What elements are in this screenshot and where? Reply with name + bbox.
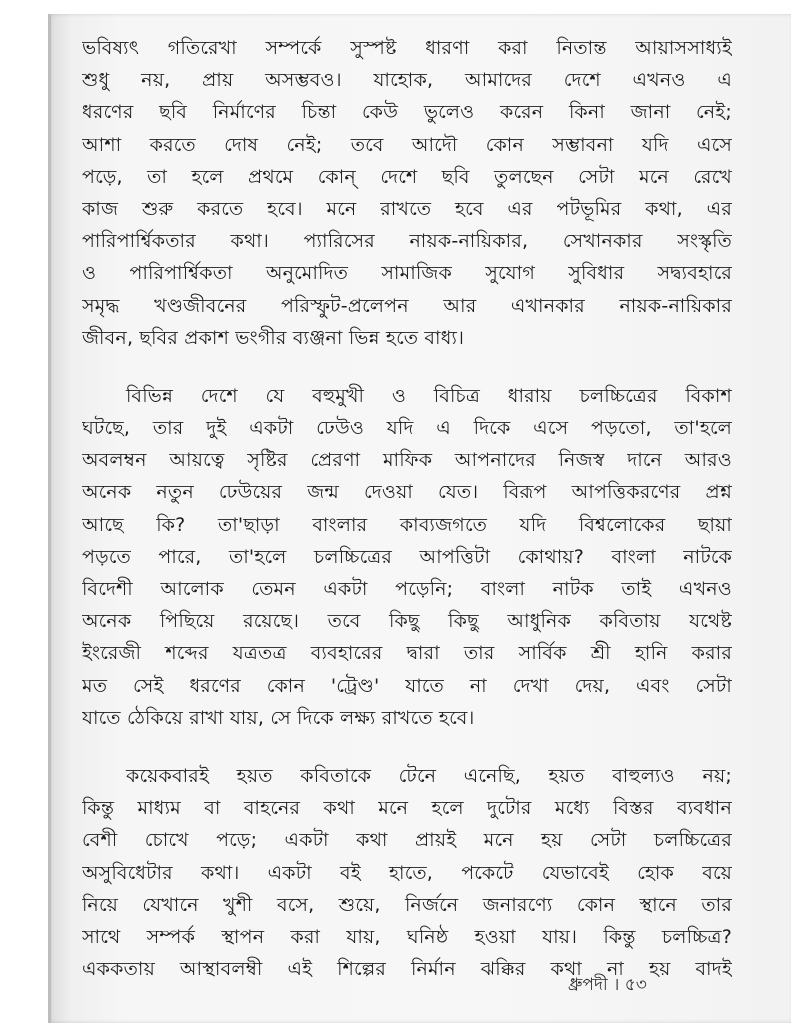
page-spine-shadow xyxy=(48,14,51,1023)
text-line: কিন্তু মাধ্যম বা বাহনের কথা মনে হলে দুটোর মধ্যে বিস্তর ব্যবধান xyxy=(82,797,732,820)
paragraph-3 xyxy=(82,760,732,985)
text-line: পড়তে পারে, তা'হলে চলচ্চিত্রের আপত্তিটা কোথায়? বাংলা নাটকে xyxy=(82,545,732,568)
footer-separator: । xyxy=(613,975,620,995)
text-line: বিভিন্ন দেশে যে বহুমুখী ও বিচিত্র ধারায় চলচ্চিত্রের বিকাশ xyxy=(126,384,732,407)
text-line: বেশী চোখে পড়ে; একটা কথা প্রায়ই মনে হয় সেটা চলচ্চিত্রের xyxy=(82,829,732,852)
journal-name: ধ্রুপদী xyxy=(568,975,608,995)
body-text xyxy=(82,32,732,985)
text-line: ধরণের ছবি নির্মাণের চিন্তা কেউ ভুলেও করেন কিনা জানা নেই; xyxy=(82,101,732,124)
text-line: অসুবিধেটার কথা। একটা বই হাতে, পকেটে যেভাবেই হোক বয়ে xyxy=(82,861,732,884)
text-line: আশা করতে দোষ নেই; তবে আদৌ কোন সম্ভাবনা যদি এসে xyxy=(82,133,732,156)
text-line: পারিপার্শ্বিকতার কথা। প্যারিসের নায়ক-নায়িকার, সেখানকার সংস্কৃতি xyxy=(82,230,732,253)
text-line: অনেক পিছিয়ে রয়েছে। তবে কিছু কিছু আধুনিক কবিতায় যথেষ্ট xyxy=(82,610,732,633)
text-line: অবলম্বন আয়ত্বে সৃষ্টির প্রেরণা মাফিক আপনাদের নিজস্ব দানে আরও xyxy=(82,449,732,472)
text-line: কাজ শুরু করতে হবে। মনে রাখতে হবে এর পটভূমির কথা, এর xyxy=(82,197,732,220)
text-line: আছে কি? তা'ছাড়া বাংলার কাব্যজগতে যদি বিশ্বলোকের ছায়া xyxy=(82,513,732,536)
text-line: সমৃদ্ধ খণ্ডজীবনের পরিস্ফুট-প্রলেপন আর এখানকার নায়ক-নায়িকার xyxy=(82,294,732,317)
page-number: ৫৩ xyxy=(624,975,647,995)
text-line: কয়েকবারই হয়ত কবিতাকে টেনে এনেছি, হয়ত বাহুল্যও নয়; xyxy=(126,764,732,787)
text-line: যাতে ঠেকিয়ে রাখা যায়, সে দিকে লক্ষ্য রাখতে হবে। xyxy=(82,706,475,729)
text-line: ইংরেজী শব্দের যত্রতত্র ব্যবহারের দ্বারা তার সার্বিক শ্রী হানি করার xyxy=(82,642,732,665)
text-line: নিয়ে যেখানে খুশী বসে, শুয়ে, নির্জনে জনারণ্যে কোন স্থানে তার xyxy=(82,893,732,916)
text-line: মত সেই ধরণের কোন 'ট্রেণ্ড' যাতে না দেখা দেয়, এবং সেটা xyxy=(82,674,732,697)
text-line: পড়ে, তা হলে প্রথমে কোন্ দেশে ছবি তুলছেন সেটা মনে রেখে xyxy=(82,165,732,188)
text-line: এককতায় আস্থাবলম্বী এই শিল্পের নির্মান ঝক্কির কথা না হয় বাদই xyxy=(82,958,732,981)
text-line: জীবন, ছবির প্রকাশ ভংগীর ব্যঞ্জনা ভিন্ন হতে বাধ্য। xyxy=(82,326,465,349)
book-page xyxy=(48,14,791,1023)
paragraph-2 xyxy=(82,380,732,734)
text-line: ও পারিপার্শ্বিকতা অনুমোদিত সামাজিক সুযোগ সুবিধার সদ্ব্যবহারে xyxy=(82,262,732,285)
text-line: অনেক নতুন ঢেউয়ের জন্ম দেওয়া যেত। বিরূপ আপত্তিকরণের প্রশ্ন xyxy=(82,481,732,504)
paragraph-spacer xyxy=(82,354,732,380)
page-footer xyxy=(568,972,647,1000)
text-line: ঘটছে, তার দুই একটা ঢেউও যদি এ দিকে এসে পড়তো, তা'হলে xyxy=(82,417,732,440)
text-line: বিদেশী আলোক তেমন একটা পড়েনি; বাংলা নাটক তাই এখনও xyxy=(82,578,732,600)
paragraph-1 xyxy=(82,32,732,354)
text-line: সাথে সম্পর্ক স্থাপন করা যায়, ঘনিষ্ঠ হওয়া যায়। কিন্তু চলচ্চিত্র? xyxy=(82,925,732,948)
text-line: ভবিষ্যৎ গতিরেখা সম্পর্কে সুস্পষ্ট ধারণা করা নিতান্ত আয়াসসাধ্যই xyxy=(82,37,732,59)
text-line: শুধু নয়, প্রায় অসম্ভবও। যাহোক, আমাদের দেশে এখনও এ xyxy=(82,69,732,92)
paragraph-spacer xyxy=(82,734,732,760)
